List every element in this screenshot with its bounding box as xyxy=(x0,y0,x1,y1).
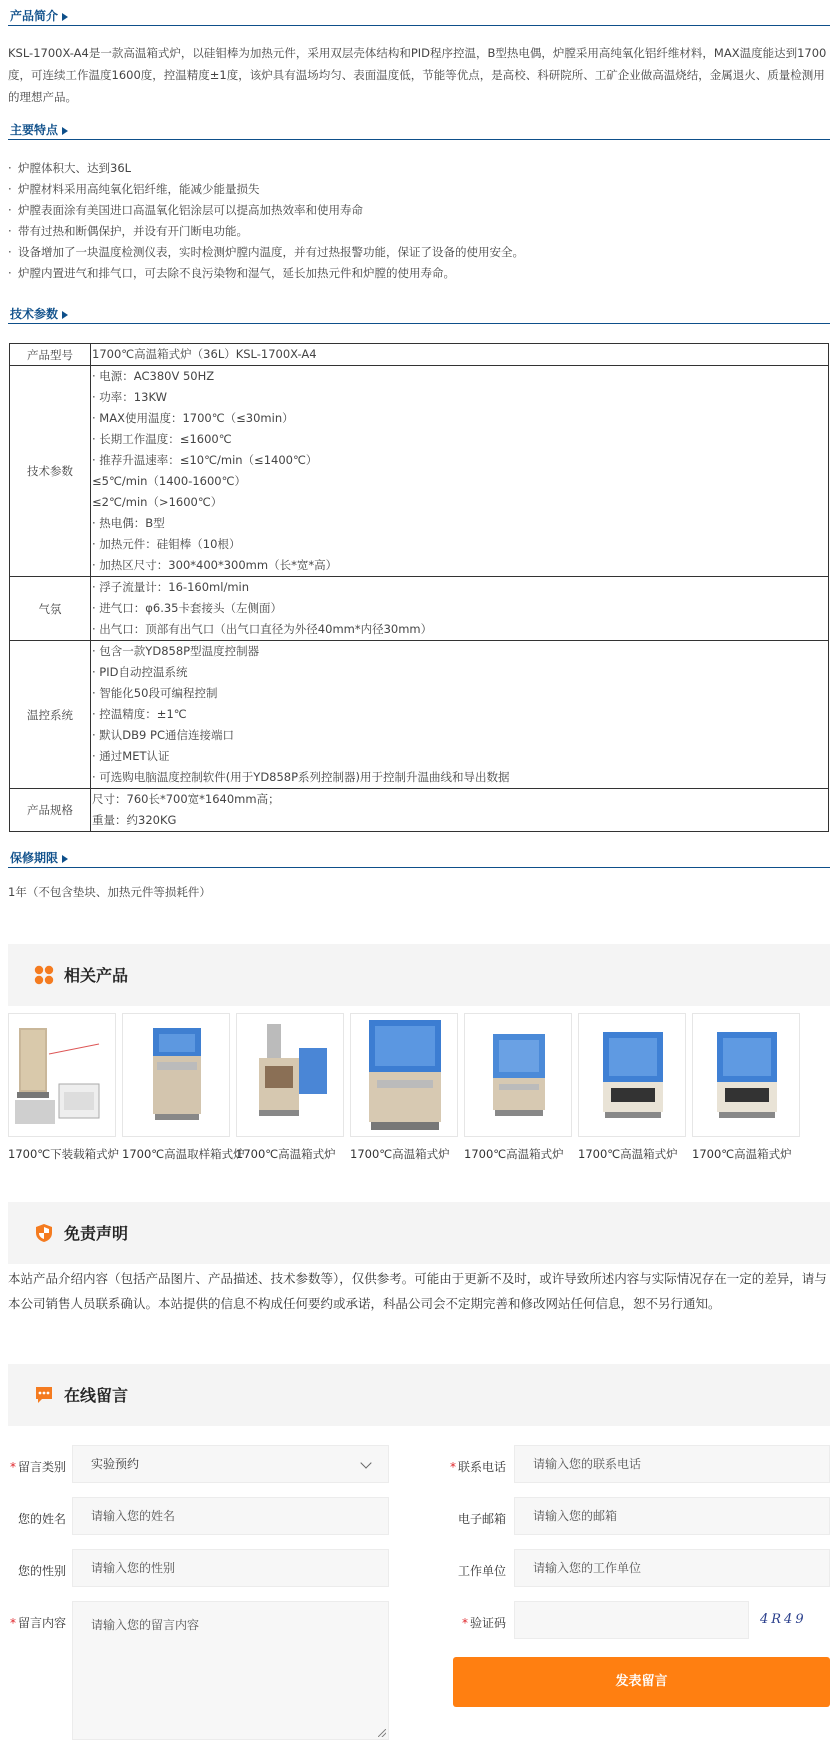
furnace-image xyxy=(693,1014,801,1138)
product-name[interactable]: 1700℃高温箱式炉 xyxy=(350,1147,450,1161)
spec-values xyxy=(91,577,829,641)
spec-key: 产品型号 xyxy=(10,344,91,366)
table-row xyxy=(10,789,829,832)
params-section-heading xyxy=(8,302,830,324)
product-card[interactable] xyxy=(236,1013,344,1162)
spec-value: · 推荐升温速率：≤10℃/min（≤1400℃） xyxy=(92,453,318,467)
phone-input[interactable]: 请输入您的联系电话 xyxy=(514,1445,830,1483)
message-type-select[interactable] xyxy=(72,1445,389,1483)
name-input[interactable]: 请输入您的姓名 xyxy=(72,1497,389,1535)
disclaimer-title: 免责声明 xyxy=(64,1224,129,1243)
message-type-value: 实验预约 xyxy=(91,1457,140,1471)
product-image[interactable] xyxy=(122,1013,230,1137)
email-label: 电子邮箱 xyxy=(457,1512,506,1526)
spec-value: · 包含一款YD858P型温度控制器 xyxy=(92,644,260,658)
features-list xyxy=(8,158,830,284)
spec-value: ≤5℃/min（1400-1600℃） xyxy=(92,474,247,488)
triangle-right-icon xyxy=(62,855,68,863)
furnace-image xyxy=(351,1014,459,1138)
spec-value: · 默认DB9 PC通信连接端口 xyxy=(92,728,234,742)
warranty-section-heading xyxy=(8,846,830,868)
email-input[interactable]: 请输入您的邮箱 xyxy=(514,1497,830,1535)
product-name[interactable]: 1700℃高温箱式炉 xyxy=(236,1147,336,1161)
content-textarea[interactable] xyxy=(72,1601,389,1740)
related-products-title: 相关产品 xyxy=(64,966,129,985)
triangle-right-icon xyxy=(62,311,68,319)
product-card[interactable] xyxy=(578,1013,686,1162)
feature-item: · 带有过热和断偶保护，并设有开门断电功能。 xyxy=(8,221,830,242)
spec-value: · 进气口：φ6.35卡套接头（左侧面） xyxy=(92,601,283,615)
triangle-right-icon xyxy=(62,13,68,21)
params-title: 技术参数 xyxy=(10,305,68,322)
product-name[interactable]: 1700℃下装载箱式炉 xyxy=(8,1147,120,1161)
product-image[interactable] xyxy=(8,1013,116,1137)
spec-value: · PID自动控温系统 xyxy=(92,665,188,679)
product-name[interactable]: 1700℃高温箱式炉 xyxy=(464,1147,564,1161)
disclaimer-text: 本站产品介绍内容（包括产品图片、产品描述、技术参数等），仅供参考。可能由于更新不及时，或许导致所述内容与实际情况存在一定的差异，请与本公司销售人员联系确认。本站提供的信息不构成任何要约或承诺，科晶公司会不定期完善和修改网站任何信息，恕不另行通知。 xyxy=(8,1271,827,1311)
product-card[interactable] xyxy=(464,1013,572,1162)
captcha-label: * 验证码 xyxy=(461,1616,506,1630)
type-label: * 留言类别 xyxy=(9,1460,66,1474)
spec-value: · 智能化50段可编程控制 xyxy=(92,686,218,700)
required-mark: * xyxy=(9,1460,16,1474)
spec-value: · 加热元件：硅钼棒（10根） xyxy=(92,537,241,551)
product-name[interactable]: 1700℃高温箱式炉 xyxy=(578,1147,678,1161)
feature-item: · 炉膛内置进气和排气口，可去除不良污染物和湿气，延长加热元件和炉膛的使用寿命。 xyxy=(8,263,830,284)
furnace-image xyxy=(465,1014,573,1138)
chat-bubble-icon xyxy=(34,1385,54,1405)
product-image[interactable] xyxy=(236,1013,344,1137)
content-placeholder: 请输入您的留言内容 xyxy=(91,1618,200,1632)
captcha-image[interactable]: 4R49 xyxy=(760,1612,807,1627)
warranty-text: 1年（不包含垫块、加热元件等损耗件） xyxy=(8,885,211,899)
spec-value: · 通过MET认证 xyxy=(92,749,170,763)
product-image[interactable] xyxy=(350,1013,458,1137)
spec-key: 温控系统 xyxy=(10,641,91,789)
phone-label: * 联系电话 xyxy=(449,1460,506,1474)
furnace-image xyxy=(579,1014,687,1138)
message-header xyxy=(8,1364,830,1426)
product-image[interactable] xyxy=(692,1013,800,1137)
table-row xyxy=(10,641,829,789)
feature-item: · 炉膛体积大、达到36L xyxy=(8,158,830,179)
gender-label: 您的性别 xyxy=(17,1564,66,1578)
spec-value: 尺寸：760长*700宽*1640mm高； xyxy=(92,792,280,806)
table-row xyxy=(10,344,829,366)
product-image[interactable] xyxy=(578,1013,686,1137)
intro-text: KSL-1700X-A4是一款高温箱式炉，以硅钼棒为加热元件，采用双层壳体结构和PID程序控温，B型热电偶，炉膛采用高纯氧化铝纤维材料，MAX温度能达到1700度，可连续工作温度1600度，控温精度±1度，该炉具有温场均匀、表面温度低，节能等优点，是高校、科研院所、工矿企业做高温烧结，金属退火、质量检测用的理想产品。 xyxy=(8,46,827,104)
product-card[interactable] xyxy=(8,1013,120,1162)
intro-title: 产品简介 xyxy=(10,7,68,24)
spec-value: · 长期工作温度：≤1600℃ xyxy=(92,432,232,446)
spec-value: · 功率：13KW xyxy=(92,390,167,404)
company-input[interactable]: 请输入您的工作单位 xyxy=(514,1549,830,1587)
intro-section-heading xyxy=(8,4,830,26)
required-mark: * xyxy=(9,1616,16,1630)
furnace-image xyxy=(123,1014,231,1138)
shield-icon xyxy=(34,1223,54,1243)
grid-icon xyxy=(34,965,54,985)
triangle-right-icon xyxy=(62,127,68,135)
gender-input[interactable]: 请输入您的性别 xyxy=(72,1549,389,1587)
spec-key: 产品规格 xyxy=(10,789,91,832)
name-label: 您的姓名 xyxy=(17,1512,66,1526)
spec-values xyxy=(91,366,829,577)
required-mark: * xyxy=(461,1616,468,1630)
spec-value: · MAX使用温度：1700℃（≤30min） xyxy=(92,411,294,425)
spec-key: 技术参数 xyxy=(10,366,91,577)
furnace-image xyxy=(9,1014,117,1138)
spec-value: 重量：约320KG xyxy=(92,813,177,827)
spec-table xyxy=(9,343,829,832)
chevron-down-icon xyxy=(360,1457,371,1468)
product-image[interactable] xyxy=(464,1013,572,1137)
feature-item: · 炉膛表面涂有美国进口高温氧化铝涂层可以提高加热效率和使用寿命 xyxy=(8,200,830,221)
required-mark: * xyxy=(449,1460,456,1474)
feature-item: · 设备增加了一块温度检测仪表，实时检测炉膛内温度，并有过热报警功能，保证了设备的使用安全。 xyxy=(8,242,830,263)
company-label: 工作单位 xyxy=(457,1564,506,1578)
product-card[interactable] xyxy=(692,1013,800,1162)
product-card[interactable] xyxy=(122,1013,245,1162)
feature-item: · 炉膛材料采用高纯氧化铝纤维，能减少能量损失 xyxy=(8,179,830,200)
product-card[interactable] xyxy=(350,1013,458,1162)
spec-value: 1700℃高温箱式炉（36L）KSL-1700X-A4 xyxy=(92,347,317,361)
spec-values xyxy=(91,789,829,832)
related-products-carousel[interactable] xyxy=(8,1013,838,1163)
content-label: * 留言内容 xyxy=(9,1616,66,1630)
spec-value: · 出气口：顶部有出气口（出气口直径为外径40mm*内径30mm） xyxy=(92,622,433,636)
spec-value: · 热电偶：B型 xyxy=(92,516,165,530)
warranty-title: 保修期限 xyxy=(10,849,68,866)
spec-key: 气氛 xyxy=(10,577,91,641)
disclaimer-header xyxy=(8,1202,830,1264)
submit-message-button[interactable]: 发表留言 xyxy=(453,1657,830,1707)
furnace-image xyxy=(237,1014,345,1138)
spec-value: · 控温精度：±1℃ xyxy=(92,707,187,721)
resize-handle[interactable] xyxy=(378,1729,386,1737)
captcha-input[interactable] xyxy=(514,1601,749,1639)
related-products-header xyxy=(8,944,830,1006)
product-name[interactable]: 1700℃高温取样箱式炉 xyxy=(122,1147,245,1161)
spec-values xyxy=(91,344,829,366)
features-section-heading xyxy=(8,118,830,140)
table-row xyxy=(10,577,829,641)
message-title: 在线留言 xyxy=(64,1386,129,1405)
spec-value: ≤2℃/min（>1600℃） xyxy=(92,495,223,509)
product-name[interactable]: 1700℃高温箱式炉 xyxy=(692,1147,792,1161)
spec-value: · 电源：AC380V 50HZ xyxy=(92,369,215,383)
features-title: 主要特点 xyxy=(10,121,68,138)
spec-values xyxy=(91,641,829,789)
spec-value: · 加热区尺寸：300*400*300mm（长*宽*高） xyxy=(92,558,338,572)
spec-value: · 浮子流量计：16-160ml/min xyxy=(92,580,250,594)
table-row xyxy=(10,366,829,577)
spec-value: · 可选购电脑温度控制软件(用于YD858P系列控制器)用于控制升温曲线和导出数据 xyxy=(92,770,510,784)
